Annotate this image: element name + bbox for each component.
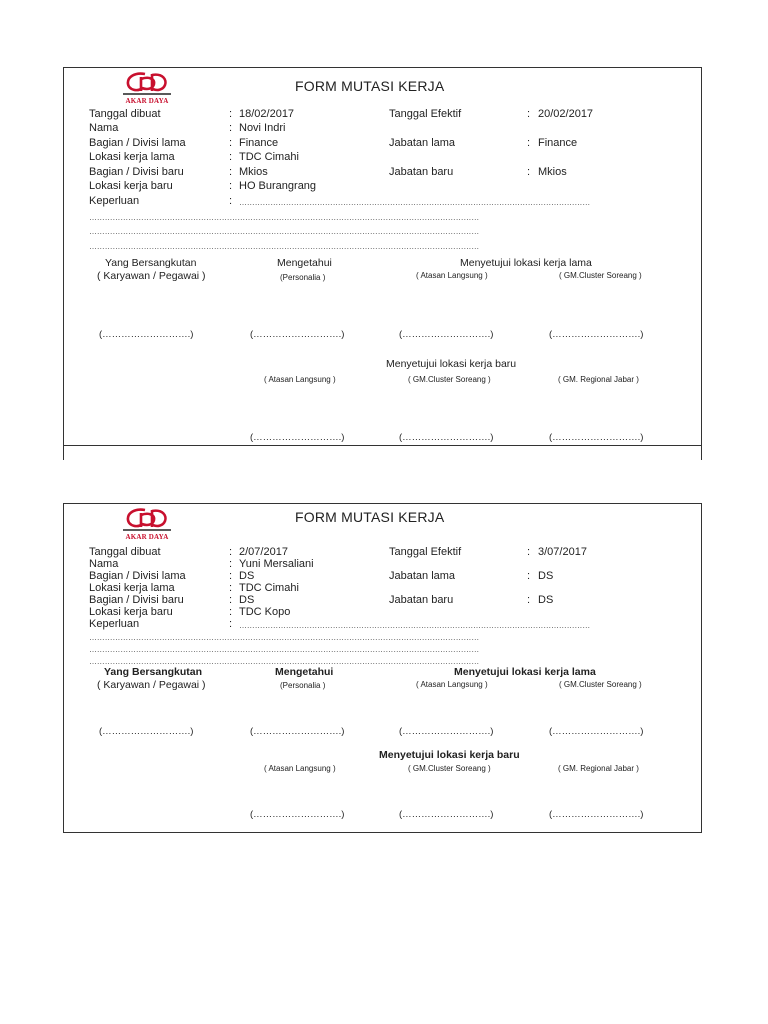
sig-heading-yang-bersangkutan: Yang Bersangkutan	[104, 666, 203, 678]
signature-line: (……………………….)	[399, 726, 494, 737]
colon: :	[229, 606, 233, 618]
sig-heading-mengetahui: Mengetahui	[275, 666, 334, 678]
colon: :	[229, 180, 233, 192]
logo-mark-icon	[121, 507, 173, 533]
colon: :	[527, 166, 531, 178]
value-tanggal-dibuat: 2/07/2017	[239, 546, 288, 558]
sig-sub-atasan-langsung: ( Atasan Langsung )	[264, 375, 336, 384]
sig-sub-karyawan: ( Karyawan / Pegawai )	[97, 270, 206, 282]
sig-heading-yang-bersangkutan: Yang Bersangkutan	[105, 257, 197, 269]
sig-sub-personalia: (Personalia )	[280, 681, 326, 690]
akar-daya-logo	[121, 71, 173, 105]
signature-line: (……………………….)	[549, 726, 644, 737]
label-lokasi-lama: Lokasi kerja lama	[89, 151, 175, 163]
value-nama: Yuni Mersaliani	[239, 558, 314, 570]
label-jabatan-lama: Jabatan lama	[389, 570, 456, 582]
akar-daya-logo	[121, 507, 173, 541]
colon: :	[229, 582, 233, 594]
colon: :	[229, 558, 233, 570]
colon: :	[229, 151, 233, 163]
sig-heading-mengetahui: Mengetahui	[277, 257, 332, 269]
keperluan-line: ……………………………………………………………………………………………………………………………………	[89, 645, 480, 654]
value-bagian-lama: Finance	[239, 137, 279, 149]
value-lokasi-baru: TDC Kopo	[239, 606, 291, 618]
colon: :	[527, 108, 531, 120]
value-nama: Novi Indri	[239, 122, 286, 134]
value-bagian-baru: DS	[239, 594, 255, 606]
value-jabatan-baru: Mkios	[538, 166, 567, 178]
colon: :	[527, 137, 531, 149]
sig-heading-lokasi-baru: Menyetujui lokasi kerja baru	[379, 749, 520, 761]
label-jabatan-baru: Jabatan baru	[389, 594, 454, 606]
logo-brand-text: AKAR DAYA	[125, 533, 169, 541]
colon: :	[229, 618, 233, 630]
label-bagian-baru: Bagian / Divisi baru	[89, 166, 184, 178]
sig-sub-atasan-langsung: ( Atasan Langsung )	[416, 271, 488, 280]
signature-line: (……………………….)	[399, 329, 494, 340]
sig-sub-gm-cluster: ( GM.Cluster Soreang )	[408, 764, 491, 773]
colon: :	[527, 594, 531, 606]
keperluan-line: ……………………………………………………………………………………………………………………………………	[89, 242, 480, 251]
value-jabatan-baru: DS	[538, 594, 554, 606]
logo-brand-text: AKAR DAYA	[125, 97, 169, 105]
value-jabatan-lama: DS	[538, 570, 554, 582]
label-nama: Nama	[89, 558, 119, 570]
colon: :	[229, 122, 233, 134]
form-title: FORM MUTASI KERJA	[295, 509, 445, 525]
signature-line: (……………………….)	[99, 726, 194, 737]
sig-sub-atasan-langsung: ( Atasan Langsung )	[264, 764, 336, 773]
sig-sub-karyawan: ( Karyawan / Pegawai )	[97, 679, 206, 691]
value-lokasi-lama: TDC Cimahi	[239, 151, 299, 163]
value-jabatan-lama: Finance	[538, 137, 578, 149]
value-bagian-baru: Mkios	[239, 166, 268, 178]
signature-line: (……………………….)	[549, 432, 644, 443]
sig-heading-lokasi-baru: Menyetujui lokasi kerja baru	[386, 358, 517, 370]
sig-sub-personalia: (Personalia )	[280, 273, 326, 282]
label-nama: Nama	[89, 122, 119, 134]
label-tanggal-efektif: Tanggal Efektif	[389, 108, 462, 120]
signature-line: (……………………….)	[250, 809, 345, 820]
signature-line: (……………………….)	[250, 432, 345, 443]
signature-line: (……………………….)	[549, 329, 644, 340]
keperluan-line: ……………………………………………………………………………………………………………………………………	[89, 657, 480, 666]
keperluan-dots: ………………………………………………………………………………………………………………………	[239, 198, 591, 207]
label-bagian-baru: Bagian / Divisi baru	[89, 594, 184, 606]
label-lokasi-baru: Lokasi kerja baru	[89, 606, 173, 618]
colon: :	[229, 594, 233, 606]
label-tanggal-dibuat: Tanggal dibuat	[89, 108, 161, 120]
sig-sub-gm-cluster: ( GM.Cluster Soreang )	[559, 680, 642, 689]
sig-heading-lokasi-lama: Menyetujui lokasi kerja lama	[454, 666, 596, 678]
label-keperluan: Keperluan	[89, 195, 140, 207]
label-jabatan-baru: Jabatan baru	[389, 166, 454, 178]
colon: :	[229, 546, 233, 558]
label-tanggal-dibuat: Tanggal dibuat	[89, 546, 161, 558]
sig-sub-gm-cluster: ( GM.Cluster Soreang )	[408, 375, 491, 384]
form-title: FORM MUTASI KERJA	[295, 78, 445, 94]
colon: :	[229, 137, 233, 149]
keperluan-line: ……………………………………………………………………………………………………………………………………	[89, 633, 480, 642]
signature-line: (……………………….)	[250, 329, 345, 340]
keperluan-dots: ………………………………………………………………………………………………………………………	[239, 621, 591, 630]
signature-line: (……………………….)	[250, 726, 345, 737]
value-bagian-lama: DS	[239, 570, 255, 582]
colon: :	[527, 570, 531, 582]
colon: :	[229, 570, 233, 582]
value-lokasi-baru: HO Burangrang	[239, 180, 317, 192]
mutation-form-2	[63, 503, 702, 833]
signature-line: (……………………….)	[99, 329, 194, 340]
value-lokasi-lama: TDC Cimahi	[239, 582, 299, 594]
label-tanggal-efektif: Tanggal Efektif	[389, 546, 462, 558]
signature-line: (……………………….)	[549, 809, 644, 820]
sig-sub-atasan-langsung: ( Atasan Langsung )	[416, 680, 488, 689]
colon: :	[229, 108, 233, 120]
colon: :	[229, 195, 233, 207]
label-lokasi-baru: Lokasi kerja baru	[89, 180, 173, 192]
logo-mark-icon	[121, 71, 173, 97]
colon: :	[527, 546, 531, 558]
label-bagian-lama: Bagian / Divisi lama	[89, 570, 186, 582]
keperluan-line: ……………………………………………………………………………………………………………………………………	[89, 213, 480, 222]
signature-line: (……………………….)	[399, 809, 494, 820]
sig-sub-gm-cluster: ( GM.Cluster Soreang )	[559, 271, 642, 280]
signature-line: (……………………….)	[399, 432, 494, 443]
sig-heading-lokasi-lama: Menyetujui lokasi kerja lama	[460, 257, 592, 269]
keperluan-line: ……………………………………………………………………………………………………………………………………	[89, 227, 480, 236]
value-tanggal-dibuat: 18/02/2017	[239, 108, 295, 120]
label-bagian-lama: Bagian / Divisi lama	[89, 137, 186, 149]
colon: :	[229, 166, 233, 178]
bottom-divider	[64, 445, 701, 446]
value-tanggal-efektif: 3/07/2017	[538, 546, 587, 558]
label-keperluan: Keperluan	[89, 618, 140, 630]
label-lokasi-lama: Lokasi kerja lama	[89, 582, 175, 594]
mutation-form-1	[63, 67, 702, 460]
label-jabatan-lama: Jabatan lama	[389, 137, 456, 149]
value-tanggal-efektif: 20/02/2017	[538, 108, 594, 120]
sig-sub-gm-regional: ( GM. Regional Jabar )	[558, 764, 639, 773]
sig-sub-gm-regional: ( GM. Regional Jabar )	[558, 375, 639, 384]
